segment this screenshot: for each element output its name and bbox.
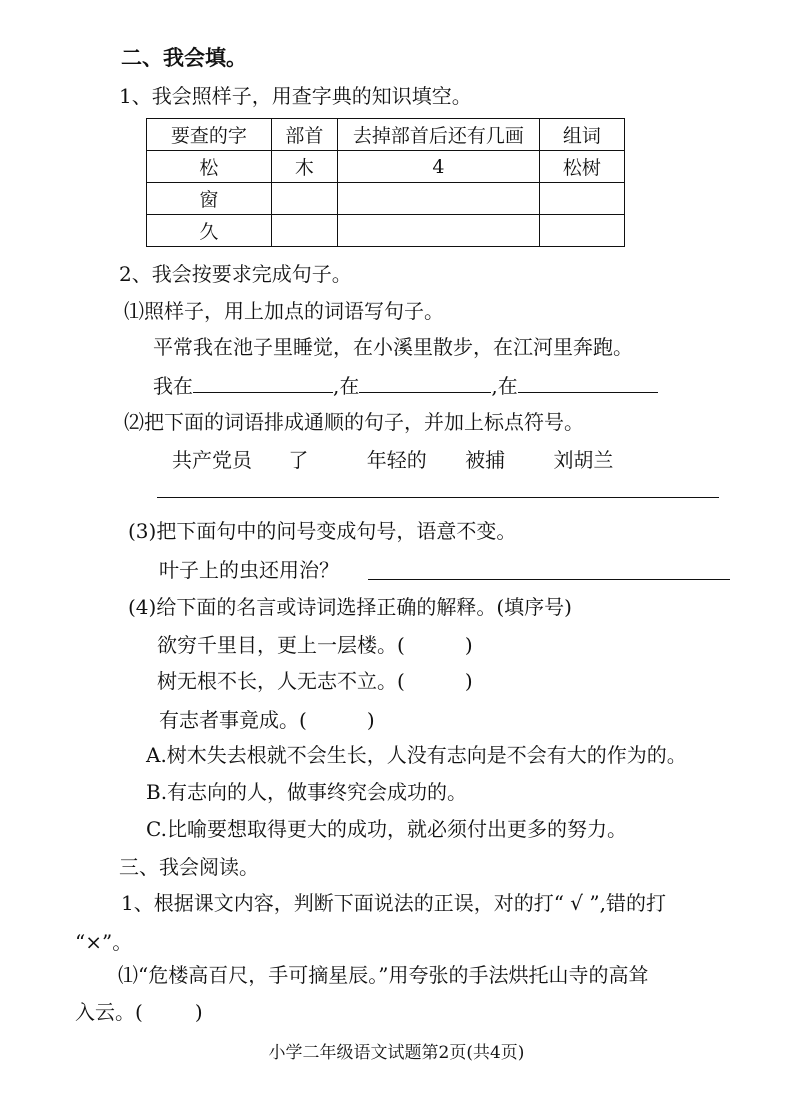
- table-cell: 4: [338, 151, 540, 183]
- proverb-item: [157, 668, 473, 694]
- answer-underline[interactable]: [157, 497, 719, 498]
- fill-prefix: ,在: [333, 374, 360, 398]
- table-header-row: [147, 119, 625, 151]
- question-2-2: ⑵把下面的词语排成通顺的句子，并加上标点符号。: [124, 410, 584, 434]
- section-title-reading: 三、我会阅读。: [119, 855, 259, 879]
- word-item: 年轻的: [366, 448, 427, 472]
- table-cell: 松: [147, 151, 272, 183]
- answer-blank[interactable]: [193, 372, 333, 393]
- table-cell-blank[interactable]: [539, 183, 624, 215]
- option-a: A.树木失去根就不会生长，人没有志向是不会有大的作为的。: [146, 743, 687, 767]
- option-c: C.比喻要想取得更大的成功，就必须付出更多的努力。: [146, 817, 627, 841]
- table-header-cell: 去掉部首后还有几画: [338, 119, 540, 151]
- close-paren: ): [194, 1000, 203, 1024]
- answer-underline[interactable]: [368, 579, 730, 580]
- fill-prefix: ,在: [491, 374, 518, 398]
- statement-text: 入云。(: [75, 1000, 143, 1024]
- reading-question-1: 1、根据课文内容，判断下面说法的正误，对的打“ √ ”,错的打: [121, 891, 666, 915]
- question-1-dictionary: 1、我会照样子，用查字典的知识填空。: [119, 84, 472, 108]
- reading-question-1-1-cont: [75, 999, 203, 1025]
- table-row: [147, 151, 625, 183]
- proverb-text: 树无根不长，人无志不立。(: [157, 669, 405, 693]
- reading-question-1-1: ⑴“危楼高百尺，手可摘星辰。”用夸张的手法烘托山寺的高耸: [118, 963, 649, 987]
- table-cell-blank[interactable]: [338, 215, 540, 247]
- fill-prefix: 我在: [153, 374, 193, 398]
- question-2-1: ⑴照样子，用上加点的词语写句子。: [124, 299, 444, 323]
- close-paren: ): [464, 669, 473, 693]
- answer-blank[interactable]: [359, 372, 491, 393]
- answer-blank[interactable]: [518, 372, 658, 393]
- question-2-4: (4)给下面的名言或诗词选择正确的解释。(填序号): [128, 595, 572, 619]
- word-item: 共产党员: [172, 448, 252, 472]
- table-cell-blank[interactable]: [539, 215, 624, 247]
- table-header-cell: 组词: [539, 119, 624, 151]
- table-row: [147, 183, 625, 215]
- proverb-text: 欲穷千里目，更上一层楼。(: [157, 633, 405, 657]
- word-item: 了: [288, 448, 309, 472]
- table-header-cell: 部首: [271, 119, 337, 151]
- word-item: 刘胡兰: [553, 448, 614, 472]
- proverb-item: [159, 707, 375, 733]
- table-cell: 松树: [539, 151, 624, 183]
- proverb-text: 有志者事竟成。(: [159, 708, 307, 732]
- word-item: 被捕: [465, 448, 506, 472]
- table-cell: 久: [147, 215, 272, 247]
- close-paren: ): [464, 633, 473, 657]
- question-2-3: (3)把下面句中的问号变成句号，语意不变。: [128, 519, 517, 543]
- close-paren: ): [366, 708, 375, 732]
- table-cell-blank[interactable]: [271, 215, 337, 247]
- page-footer: 小学二年级语文试题第2页(共4页): [268, 1043, 525, 1063]
- table-cell-blank[interactable]: [338, 183, 540, 215]
- table-cell: 木: [271, 151, 337, 183]
- word-list: [172, 447, 613, 473]
- example-sentence: 平常我在池子里睡觉，在小溪里散步，在江河里奔跑。: [153, 335, 633, 359]
- question-2-sentences: 2、我会按要求完成句子。: [119, 262, 352, 286]
- section-title-fill: 二、我会填。: [121, 45, 247, 70]
- dictionary-table: [146, 118, 625, 247]
- table-cell: 窗: [147, 183, 272, 215]
- table-cell-blank[interactable]: [271, 183, 337, 215]
- table-header-cell: 要查的字: [147, 119, 272, 151]
- reading-question-1-cont: “×”。: [75, 930, 133, 954]
- table-row: [147, 215, 625, 247]
- option-b: B.有志向的人，做事终究会成功的。: [146, 780, 468, 804]
- sentence-fill-line: [153, 372, 658, 399]
- question-sentence: 叶子上的虫还用治？: [159, 558, 339, 582]
- proverb-item: [157, 632, 473, 658]
